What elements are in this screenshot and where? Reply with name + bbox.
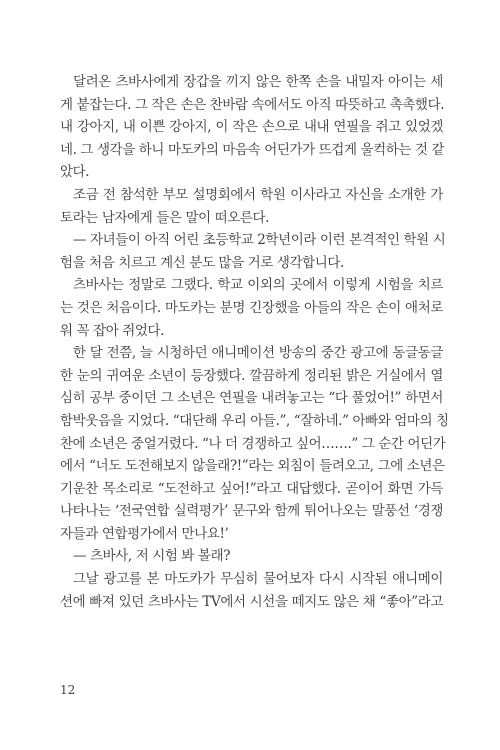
- paragraph-line: 워 꼭 잡아 쥐었다.: [60, 322, 165, 339]
- paragraph-line: 츠바사는 정말로 그랬다. 학교 이외의 곳에서 이렇게 시험을 치르: [73, 277, 443, 294]
- page-body: [60, 71, 449, 613]
- paragraph-line: 토라는 남자에게 들은 말이 떠오른다.: [60, 209, 270, 226]
- dialogue-line: 험을 처음 치르고 계신 분도 많을 거로 생각합니다.: [60, 254, 344, 271]
- paragraph-line: 게 붙잡는다. 그 작은 손은 찬바람 속에서도 아직 따뜻하고 촉촉했다.: [60, 96, 445, 113]
- paragraph-line: 한 달 전쯤, 늘 시청하던 애니메이션 방송의 중간 광고에 동글동글: [73, 345, 443, 362]
- paragraph-line: 조금 전 참석한 부모 설명회에서 학원 이사라고 자신을 소개한 가: [73, 186, 443, 203]
- paragraph-line: 한 눈의 귀여운 소년이 등장했다. 깔끔하게 정리된 밝은 거실에서 열: [60, 367, 443, 384]
- paragraph-line: 자들과 연합평가에서 만나요!’: [60, 525, 229, 542]
- paragraph-line: 나타나는 ‘전국연합 실력평가’ 문구와 함께 튀어나오는 말풍선 ‘경쟁: [60, 503, 443, 520]
- paragraph-line: 내 강아지, 내 이쁜 강아지, 이 작은 손으로 내내 연필을 쥐고 있었겠: [60, 119, 443, 136]
- paragraph-line: 네. 그 생각을 하니 마도카의 마음속 어딘가가 뜨겁게 울컥하는 것 같: [60, 141, 445, 158]
- paragraph-line: 는 것은 처음이다. 마도카는 분명 긴장했을 아들의 작은 손이 애처로: [60, 299, 443, 316]
- paragraph-line: 달려온 츠바사에게 장갑을 끼지 않은 한쪽 손을 내밀자 아이는 세: [73, 74, 443, 90]
- page-number: 12: [60, 683, 76, 697]
- paragraph-line: 기운찬 목소리로 “도전하고 싶어!”라고 대답했다. 곧이어 화면 가득: [60, 480, 443, 497]
- paragraph-line: 함박웃음을 지었다. “대단해 우리 아들.”, “잘하네.” 아빠와 엄마의 칭: [60, 412, 449, 429]
- paragraph-line: 션에 빠져 있던 츠바사는 TV에서 시선을 떼지도 않은 채 “좋아”라고: [60, 593, 443, 610]
- paragraph-line: 찬에 소년은 중얼거렸다. “나 더 경쟁하고 싶어…….” 그 순간 어딘가: [60, 435, 446, 452]
- paragraph-line: 그날 광고를 본 마도카가 무심히 물어보자 다시 시작된 애니메이: [73, 571, 443, 588]
- paragraph-line: 았다.: [60, 164, 90, 181]
- dialogue-line: — 자녀들이 아직 어린 초등학교 2학년이라 이런 본격적인 학원 시: [73, 232, 446, 249]
- dialogue-line: — 츠바사, 저 시험 봐 볼래?: [73, 548, 231, 565]
- paragraph-line: 에서 “너도 도전해보지 않을래?!”라는 외침이 들려오고, 그에 소년은: [60, 458, 445, 475]
- paragraph-line: 심히 공부 중이던 그 소년은 연필을 내려놓고는 “다 풀었어!” 하면서: [60, 390, 443, 407]
